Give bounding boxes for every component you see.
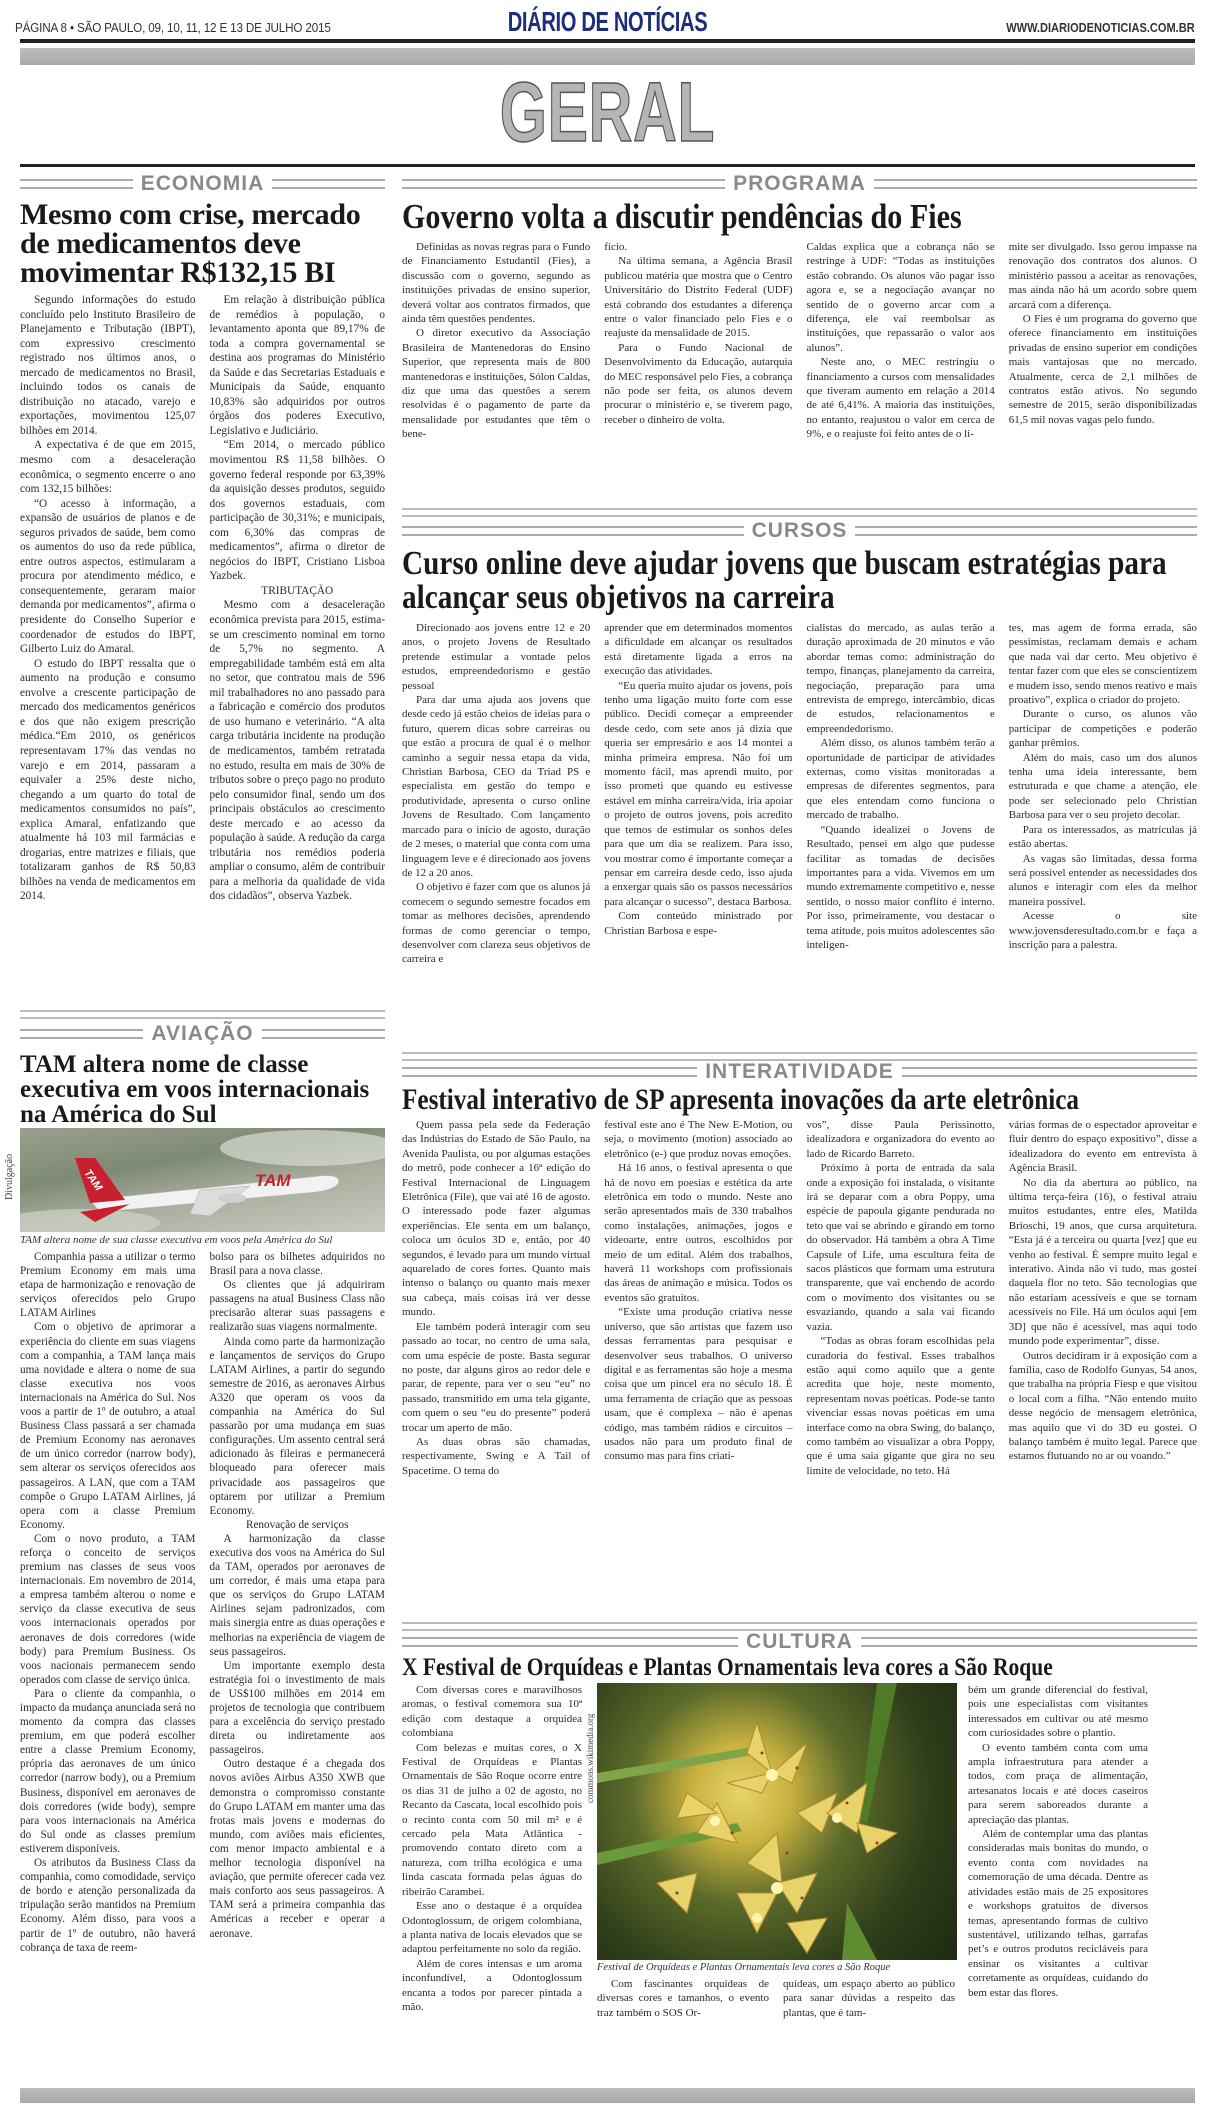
- paragraph: Para o cliente da companhia, o impacto da mudança anunciada será no momento da compra das classes premium, em que poderá escolher entre a classe Premium Economy, própria das aeronaves de um único corredor (narrow body), ou a Premium Business, disponível em aeronaves de dois corredores (wide body), sempre para voos internacionais na América do Sul onde as classes premium estiverem disponíveis.: [20, 1687, 196, 1855]
- paragraph: Com diversas cores e maravilhosos aromas, o festival comemora sua 10ª edição com destaque a orquidea colombiana: [402, 1684, 582, 1740]
- paragraph: Os clientes que já adquiriram passagens na atual Business Class não precisarão alterar suas passagens e realizarão suas viagens normalmente.: [209, 1279, 385, 1334]
- paragraph: “Em 2014, o mercado público movimentou R$ 11,58 bilhões. O governo federal responde por 63,39% da aquisição desses produtos, seguido dos governos estaduais, com participação de 30,31%; e municipais, com 6,30% das compras de medicamentos”, afirma o diretor de negócios do IBPT, Cristiano Lisboa Yazbek.: [209, 439, 385, 583]
- website-url[interactable]: WWW.DIARIODENOTICIAS.COM.BR: [1006, 20, 1195, 35]
- paragraph: Acesse o site www.jovensderesultado.com.br e faça a inscrição para a palestra.: [1008, 910, 1197, 951]
- section-label-programa: PROGRAMA: [402, 172, 1197, 196]
- tam-logo-fuselage: TAM: [255, 1171, 291, 1190]
- paragraph: Com belezas e muitas cores, o X Festival de Orquídeas e Plantas Ornamentais de São Roque ocorre entre os dias 31 de julho a 02 de agosto, no Recanto da Cascata, local escolhido pois o recinto conta com 50 mil m² e é cercado pela Mata Atlântica - promovendo contato direto com a natureza, com trilha ecológica e uma linda cascata formada pelas águas do ribeirão Carambei.: [402, 1741, 582, 1898]
- headline-interatividade: Festival interativo de SP apresenta inovações da arte eletrônica: [402, 1083, 1080, 1116]
- paragraph: Mesmo com a desaceleração econômica prevista para 2015, estima-se um crescimento nominal em torno de 5,7% no segmento. A empregabilidade também está em alta no setor, que contratou mais de 596 mil trabalhadores no ano passado para a fabricação e comércio dos produtos de uso humano e veterinário. “A alta carga tributária incidente na produção de medicamentos, também retratada no estudo, resulta em mais de 30% de tributos sobre o preço pago no produto pelo consumidor final, sendo um dos principais obstáculos ao crescimento deste mercado e ao acesso da população à saúde. A redução da carga tributária nos remédios poderia ampliar o consumo, além de contribuir para a melhoria da qualidade de vida dos cidadãos”, observa Yazbek.: [209, 599, 385, 903]
- cursos-col-1: [402, 621, 590, 967]
- economia-article: [20, 172, 385, 904]
- interatividade-article: [402, 1060, 1197, 1478]
- aviacao-body: [20, 1250, 385, 1955]
- paragraph: A expectativa é de que em 2015, mesmo com a desaceleração econômica, o segmento encerre o ano com 132,15 bilhões:: [20, 439, 196, 496]
- paragraph: Neste ano, o MEC restringiu o financiamento a cursos com mensalidades que tiveram aumento em relação a 2014 de até 6,41%. A maioria das instituições, no entanto, reajustou o valor em cerca de 9%, e o reajuste foi feito antes de o li-: [806, 356, 995, 441]
- paragraph: tes, mas agem de forma errada, são pessimistas, reclamam demais e acham que nada vai dar certo. Meu objetivo é tentar fazer com que eles se conscientizem e mudem isso, sendo menos reativo e mais proativo”, explica o criador do projeto.: [1008, 622, 1197, 707]
- paragraph: fício.: [604, 241, 628, 253]
- paragraph: O evento também conta com uma ampla infraestrutura para atender a todos, com praça de alimentação, artesanatos locais e até doces caseiros para serem saboreados durante a apreciação das plantas.: [968, 1741, 1148, 1826]
- headline-economia: Mesmo com crise, mercado de medicamentos deve movimentar R$132,15 BI: [20, 198, 361, 289]
- paragraph: Para o Fundo Nacional de Desenvolvimento da Educação, autarquia do MEC responsável pelo Fies, a cobrança não pode ser feita, os alunos devem procurar o ministério e, se tiverem pago, receber o dinheiro de volta.: [604, 341, 793, 426]
- photo-caption-aviacao: TAM altera nome de sua classe executiva em voos pela América do Sul: [20, 1234, 333, 1246]
- paragraph: “Eu queria muito ajudar os jovens, pois tenho uma ligação muito forte com esse público. Decidi começar a empreender desde cedo, com sete anos já dizia que queria ser empresário e aos 14 montei a minha primeira empresa. Não foi um momento fácil, mas aprendi muito, por isso prometi que quando eu estivesse estável em minha carreira/vida, iria apoiar o projeto de outros jovens, pois acredito que temos de estimular os sonhos deles para que um dia se realizem. Para isso, vou mostrar como é importante começar a pensar em carreira desde cedo, isso ajuda a enxergar quais são os passos necessários para alcançar o sucesso”, destaca Barbosa.: [604, 679, 793, 908]
- paragraph: “Existe uma produção criativa nesse universo, que são artistas que fazem uso dessas ferramentas para pesquisar e desenvolver seus trabalhos. O universo digital e as ferramentas são hoje a mesma coisa que um pincel era no século 18. É uma ferramenta de criação que as pessoas usam, que é complexa – não é apenas código, mas também rádios e circuitos – usados não para um produto final de consumo mas para fins criati-: [604, 1306, 793, 1463]
- aviacao-col-2: [210, 1250, 386, 1955]
- headline-programa: Governo volta a discutir pendências do Fies: [402, 197, 962, 236]
- orchid-photo: [597, 1683, 957, 1960]
- section-label-cultura: CULTURA: [402, 1630, 1197, 1654]
- paragraph: No dia da abertura ao público, na última terça-feira (16), o festival atraiu muitos estudantes, entre eles, Matilda Brioschi, 19 anos, que cursa arquitetura. “Esta já é a terceira ou quarta [vez] que eu venho ao festival. É sempre muito legal e interativo. Ainda não vi tudo, mas gostei daquela flor no teto. São tecnologias que não estariam acessíveis e que se tornam acessíveis no File. Há um óculos aqui [em 3D] que não é acessível, mas aqui todo mundo pode experimentar”, disse.: [1008, 1176, 1197, 1348]
- economia-body: [20, 293, 385, 904]
- paragraph: bém um grande diferencial do festival, pois une especialistas com visitantes interessados em cultivar ou até mesmo com curiosidades sobre o plantio.: [968, 1684, 1148, 1740]
- photo-caption-cultura: Festival de Orquídeas e Plantas Ornamentais leva cores a São Roque: [597, 1962, 891, 1973]
- cursos-col-3: [807, 621, 995, 967]
- headline-cursos: Curso online deve ajudar jovens que buscam estratégias para alcançar seus objetivos na carreira: [402, 545, 1167, 616]
- photo-credit-aviacao: Divulgação: [4, 1153, 15, 1200]
- cursos-body: [402, 621, 1197, 967]
- cultura-col-3: [783, 1977, 955, 2020]
- section-label-economia: ECONOMIA: [20, 172, 385, 196]
- paragraph: Companhia passa a utilizar o termo Premium Economy em mais uma etapa de harmonização e renovação de serviços oferecidos pelo Grupo LATAM Airlines: [20, 1251, 196, 1320]
- paragraph: O diretor executivo da Associação Brasileira de Mantenedoras do Ensino Superior, que representa mais de 800 mantenedoras e instituições, Sólon Caldas, diz que uma das questões a serem resolvidas é o pagamento de parte da mensalidade por estudantes que têm o bene-: [402, 327, 591, 441]
- paragraph: Com o novo produto, a TAM reforça o conceito de serviços premium nas classes de seus voos internacionais. Em novembro de 2014, a empresa também alterou o nome e serviço da classe executiva de seus voos internacionais operados por aeronaves de dois corredores (wide body) para Premium Business. Os voos nacionais permanecem sendo operados com classe de serviço única.: [20, 1532, 196, 1686]
- paragraph: Caldas explica que a cobrança não se restringe à UDF: “Todas as instituições estão cobrando. Os alunos vão pagar isso agora e, se a negociação avançar no sentido de o governo arcar com a diferença, ele vai reembolsar as instituições, que repassarão o valor aos alunos”.: [806, 241, 995, 354]
- paragraph: Além do mais, caso um dos alunos tenha uma ideia interessante, bem estruturada e que chame a atenção, ele pode ser selecionado pelo Christian Barbosa para ver o seu projeto decolar.: [1008, 751, 1197, 822]
- programa-col-1: [402, 240, 590, 442]
- paragraph: “Todas as obras foram escolhidas pela curadoria do festival. Esses trabalhos estão aqui como aquilo que a gente acredita que hoje, neste momento, representam novas poéticas. Pode-se tanto vivenciar essas novas poéticas em uma interface como na obra Swing, do balanço, como também ao visualizar a obra Poppy, que é uma saia gigante que gira no seu limite de velocidade, no teto. Há: [806, 1335, 995, 1477]
- section-label-interatividade: INTERATIVIDADE: [402, 1060, 1197, 1084]
- airplane-photo: [20, 1128, 385, 1232]
- economia-col-1: [20, 293, 196, 904]
- paragraph: Ainda como parte da harmonização e lançamentos de serviços do Grupo LATAM Airlines, a partir do segundo semestre de 2016, as aeronaves Airbus A320 que operam os voos da companhia na América do Sul passarão por uma mudança em suas configurações. Um assento central será adicionado às fileiras e permanecerá bloqueado para oferecer mais privacidade aos passageiros que optarem por utilizar a Premium Economy.: [209, 1335, 385, 1517]
- programa-col-2: [604, 240, 792, 442]
- paragraph: Durante o curso, os alunos vão participar de competições e poderão ganhar prêmios.: [1008, 708, 1197, 750]
- divider: [20, 1010, 385, 1019]
- section-label-cursos: CURSOS: [402, 519, 1197, 543]
- paragraph: As duas obras são chamadas, respectivamente, Swing e A Tail of Spacetime. O tema do: [402, 1435, 591, 1477]
- paragraph: Outro destaque é a chegada dos novos aviões Airbus A350 XWB que demonstra o compromisso constante do Grupo LATAM em manter uma das frotas mais jovens e modernas do mundo, com aviões mais eficientes, com menor impacto ambiental e a melhor tecnologia disponível na aviação, que permite oferecer cada vez mais conforto aos seus passageiros. A TAM será a primeira companhia das Américas a receber e operar a aeronave.: [209, 1758, 385, 1940]
- paragraph: Um importante exemplo desta estratégia foi o investimento de mais de US$100 milhões em 2014 em projetos de tecnologia que contribuem para a excelência do serviço prestado direta ou indiretamente aos passageiros.: [209, 1659, 385, 1757]
- paragraph: Além disso, os alunos também terão a oportunidade de participar de atividades externas, como visitas monitoradas a empresas de diferentes segmentos, para que eles entendam como funciona o mercado de trabalho.: [806, 737, 995, 822]
- paragraph: vos”, disse Paula Perissinotto, idealizadora e organizadora do evento ao lado de Ricardo Barreto.: [806, 1119, 995, 1160]
- interatividade-col-2: [604, 1118, 792, 1478]
- cursos-article: [402, 519, 1197, 967]
- paragraph: “O acesso à informação, a expansão de usuários de planos e de seguros privados de saúde, bem como os aumentos do uso da rede pública, entre outros aspectos, estimularam a procura por atendimento médico, e consequentemente, geraram maior demanda por medicamentos”, afirma o presidente do Conselho Superior e coordenador de estudos do IBPT, Gilberto Luiz do Amaral.: [20, 497, 196, 656]
- economia-col-2: [210, 293, 386, 904]
- paragraph: Os atributos da Business Class da companhia, como comodidade, serviço de bordo e atenção personalizada da tripulação serão mantidos na Premium Economy. Além disso, para voos a partir de 1º de outubro, não haverá cobrança de taxa de reem-: [20, 1857, 196, 1954]
- paragraph: Outros decidiram ir à exposição com a família, caso de Rodolfo Gunyas, 54 anos, que trabalha na própria Fiesp e que visitou o local com a filha. “Não entendo muito desse negócio de mensagem eletrônica, mas aquilo que vi do 3D eu gostei. O balanço também é muito legal. Parece que estamos flutuando no ar ou voando.”: [1008, 1349, 1197, 1463]
- subhead-renovacao: Renovação de serviços: [245, 1518, 349, 1531]
- paragraph: quídeas, um espaço aberto ao público para sanar dúvidas a respeito das plantas, que é tam-: [783, 1978, 955, 2019]
- photo-credit-cultura: commons.wikimedia.org: [585, 1713, 595, 1803]
- newspaper-logo: DIÁRIO DE NOTÍCIAS: [507, 6, 708, 37]
- cursos-col-2: [604, 621, 792, 967]
- paragraph: mite ser divulgado. Isso gerou impasse na renovação dos contratos dos alunos. O ministério passou a aceitar as renovações, mas ainda não há um acordo sobre quem arcará com a diferença.: [1008, 241, 1197, 311]
- section-label-aviacao: AVIAÇÃO: [20, 1022, 385, 1046]
- interatividade-col-3: [807, 1118, 995, 1478]
- paragraph: O Fies é um programa do governo que oferece financiamento em instituições privadas de ensino superior em condições mais vantajosas que no mercado. Atualmente, cerca de 2,1 milhões de contratos estão ativos. No segundo semestre de 2015, serão disponibilizadas 61,5 mil novas vagas pelo fundo.: [1008, 313, 1197, 426]
- programa-body: [402, 240, 1197, 442]
- paragraph: Com fascinantes orquídeas de diversas cores e tamanhos, o evento traz também o SOS Or-: [597, 1978, 769, 2019]
- paragraph: Quem passa pela sede da Federação das Indústrias do Estado de São Paulo, na Avenida Paulista, ou por algumas estações do metrô, pode conhecer a 16ª edição do Festival Internacional de Linguagem Eletrônica (File), que vai até 16 de agosto. O interessado pode fazer algumas experiências. Ele senta em um balanço, coloca um óculos 3D e, então, por 40 segundos, é levado para um mundo virtual aquarelado de cores fortes. Quanto mais intenso o balanço ou quanto mais mexer sua cabeça, mais coisas irá ver desse mundo.: [402, 1119, 591, 1319]
- cultura-article: [402, 1630, 1197, 1682]
- section-title: GERAL: [499, 65, 716, 159]
- tam-logo-tail: TAM: [81, 1167, 105, 1194]
- paragraph: Para os interessados, as matrículas já estão abertas.: [1008, 823, 1197, 851]
- cursos-col-4: [1009, 621, 1197, 967]
- footer-gray-bar: [20, 2088, 1195, 2103]
- interatividade-col-4: [1009, 1118, 1197, 1478]
- paragraph: festival este ano é The New E-Motion, ou seja, o movimento (motion) associado ao eletrônico (e-) que produz novas emoções.: [604, 1119, 793, 1160]
- headline-cultura: X Festival de Orquídeas e Plantas Ornamentais leva cores a São Roque: [402, 1654, 1053, 1681]
- paragraph: Segundo informações do estudo concluído pelo Instituto Brasileiro de Planejamento e Tributação (IBPT), com expressivo crescimento registrado nos últimos anos, o mercado de medicamentos no Brasil, incluindo todos os canais de distribuição no atacado, varejo e exportações, movimentou 125,07 bilhões em 2014.: [20, 294, 196, 437]
- airplane-illustration: [20, 1128, 385, 1232]
- interatividade-body: [402, 1118, 1197, 1478]
- headline-aviacao: TAM altera nome de classe executiva em voos internacionais na América do Sul: [20, 1051, 370, 1128]
- aviacao-article: [20, 1022, 385, 1127]
- paragraph: várias formas de o espectador aproveitar e fluir dentro do espaço expositivo”, disse a idealizadora do evento em entrevista à Agência Brasil.: [1008, 1119, 1197, 1175]
- paragraph: Próximo à porta de entrada da sala onde a exposição foi instalada, o visitante irá se deparar com a obra Poppy, uma espécie de papoula gigante pendurada no teto que vai se abrindo e girando em torno do observador. Há também a obra A Time Capsule of Life, uma escultura feita de sacos plásticos que formam uma estrutura transparente, que vai enchendo de acordo com o movimento dos visitantes ou se esvaziando, quando a sala vai ficando vazia.: [806, 1162, 995, 1333]
- interatividade-col-1: [402, 1118, 590, 1478]
- section-title-rule: [20, 164, 1195, 167]
- programa-article: [402, 172, 1197, 442]
- orchid-illustration: [597, 1683, 957, 1960]
- paragraph: Ele também poderá interagir com seu passado ao tocar, no centro de uma sala, com uma espécie de poste. Basta segurar no poste, dar alguns giros ao redor dele e parar, de repente, para ver o seu “eu” no passado, transmitido em uma tela gigante, com quem o seu “eu do presente” poderá trocar um aperto de mão.: [402, 1320, 591, 1434]
- paragraph: Direcionado aos jovens entre 12 e 20 anos, o projeto Jovens de Resultado pretende estimular a vontade pelos estudos, empreendedorismo e gestão pessoal: [402, 622, 591, 692]
- paragraph: “Quando idealizei o Jovens de Resultado, pensei em algo que pudesse facilitar as tomadas de decisões importantes para a vida. Vivemos em um mundo extremamente competitivo e, nesse sentido, o nosso maior conflito é interno. Por isso, primeiramente, vou destacar o tema atitude, pois muitos adolescentes são inteligen-: [806, 823, 995, 951]
- paragraph: Definidas as novas regras para o Fundo de Financiamento Estudantil (Fies), a discussão com o governo, segundo as instituições privadas de ensino superior, deverá voltar aos contratos firmados, que ainda têm questões pendentes.: [402, 241, 591, 326]
- subhead-tributacao: TRIBUTAÇÃO: [261, 584, 334, 597]
- header-rule: [20, 39, 1195, 43]
- paragraph: aprender que em determinados momentos a dificuldade em alcançar os resultados está diretamente ligada a erros na execução das atividades.: [604, 622, 793, 678]
- paragraph: Com conteúdo ministrado por Christian Barbosa e espe-: [604, 910, 793, 937]
- header-gray-bar: [20, 48, 1195, 65]
- paragraph: Em relação à distribuição pública de remédios à população, o levantamento aponta que 89,17% de toda a compra governamental se destina aos programas do Ministério da Saúde e das Secretarias Estaduais e Municipais da Saúde, enquanto 10,83% são adquiridos por outros órgãos dos poderes Executivo, Legislativo e Judiciário.: [209, 294, 385, 437]
- edition-line: PÁGINA 8 • SÃO PAULO, 09, 10, 11, 12 E 13 DE JULHO 2015: [15, 20, 331, 35]
- paragraph: Com o objetivo de aprimorar a experiência do cliente em suas viagens com a companhia, a TAM lança mais uma novidade e altera o nome de sua classe executiva nos voos internacionais na América do Sul. Nos voos a partir de 1º de outubro, a atual Business Class passará a ser chamada de Premium Economy nas aeronaves de um único corredor (narrow body), sem alterar os serviços oferecidos aos passageiros. A LAN, que com a TAM compõe o Grupo LATAM Airlines, já opera com a classe Premium Economy.: [20, 1321, 196, 1531]
- programa-col-3: [807, 240, 995, 442]
- paragraph: A harmonização da classe executiva dos voos na América do Sul da TAM, operados por aeronaves de um corredor, é mais uma etapa para que os serviços do Grupo LATAM Airlines sejam padronizados, com mais sinergia entre as duas operações e melhorias na experiência de viagem de seus passageiros.: [209, 1532, 385, 1658]
- cultura-col-2: [597, 1977, 769, 2020]
- paragraph: O objetivo é fazer com que os alunos já comecem o segundo semestre focados em tomar as melhores decisões, aprendendo formas de como gerenciar o tempo, desenvolver com clareza seus objetivos de carreira e: [402, 881, 591, 966]
- divider: [402, 508, 1197, 517]
- paragraph: O estudo do IBPT ressalta que o aumento na produção e consumo envolve a crescente participação de mercado dos medicamentos genéricos e dos que não exigem prescrição médica.“Em 2010, os genéricos representavam 17% das vendas no varejo e em 2014, passaram a equivaler a 25% deste nicho, chegando a um quarto do total de medicamentos consumidos no país”, explica Amaral, enfatizando que atualmente há 103 mil farmácias e drogarias, entre matrizes e filiais, que totalizaram ganhos de R$ 50,83 bilhões na venda de medicamentos em 2014.: [20, 657, 196, 903]
- paragraph: Há 16 anos, o festival apresenta o que há de novo em poesias e estética da arte eletrônica em todo o mundo. Neste ano serão apresentados mais de 330 trabalhos como instalações, animações, jogos e videoarte, entre outros, escolhidos por meio de um edital. Além dos trabalhos, haverá 11 workshops com profissionais das áreas de animação e música. Todos os eventos são gratuitos.: [604, 1162, 793, 1304]
- paragraph: Para dar uma ajuda aos jovens que desde cedo já estão cheios de ideias para o futuro, querem dicas sobre carreiras ou que estão a procura de qual é o melhor caminho a seguir nessa etapa da vida, Christian Barbosa, CEO da Triad PS e especialista em gestão do tempo e produtividade, apresenta o curso online Jovens de Resultado. Com lançamento marcado para o início de agosto, duração de 2 meses, o material que conta com uma linguagem leve e é direcionado aos jovens de 12 a 20 anos.: [402, 694, 591, 879]
- paragraph: Esse ano o destaque é a orquídea Odontoglossum, de origem colombiana, a planta nativa de locais elevados que se adaptou perfeitamente no solo da região.: [402, 1900, 582, 1956]
- paragraph: cialistas do mercado, as aulas terão a duração aproximada de 20 minutos e vão abordar temas como: administração do tempo, finanças, planejamento da carreira, negociação, preparação para uma entrevista de emprego, intercâmbio, dicas de estudos, relacionamentos e empreendedorismo.: [806, 622, 995, 735]
- paragraph: Além de cores intensas e um aroma inconfundível, a Odontoglossum encanta a todos por parecer pintada a mão.: [402, 1957, 582, 2013]
- paragraph: Na última semana, a Agência Brasil publicou matéria que mostra que o Centro Universitário do Distrito Federal (UDF) está cobrando dos estudantes a diferença entre o valor financiado pelo Fies e o reajuste da mensalidade de 2015.: [604, 255, 793, 340]
- programa-col-4: [1009, 240, 1197, 442]
- paragraph: bolso para os bilhetes adquiridos no Brasil para a nova classe.: [209, 1251, 385, 1278]
- paragraph: As vagas são limitadas, dessa forma será possível entender as necessidades dos alunos e interagir com eles da melhor maneira possível.: [1008, 852, 1197, 908]
- cultura-col-1: [402, 1683, 582, 2014]
- aviacao-col-1: [20, 1250, 196, 1955]
- cultura-col-4: [968, 1683, 1148, 2000]
- paragraph: Além de contemplar uma das plantas consideradas mais bonitas do mundo, o evento conta com novidades na comemoração de uma década. Dentre as atividades estão mais de 25 expositores e workshops gratuitos de diversos temas, apresentando formas de cultivo sustentável, utilizando telhas, garrafas pet’s e outros produtos recicláveis para ensinar os visitantes a cultivar corretamente as orquídeas, cuidando do bem estar das flores.: [968, 1828, 1148, 1999]
